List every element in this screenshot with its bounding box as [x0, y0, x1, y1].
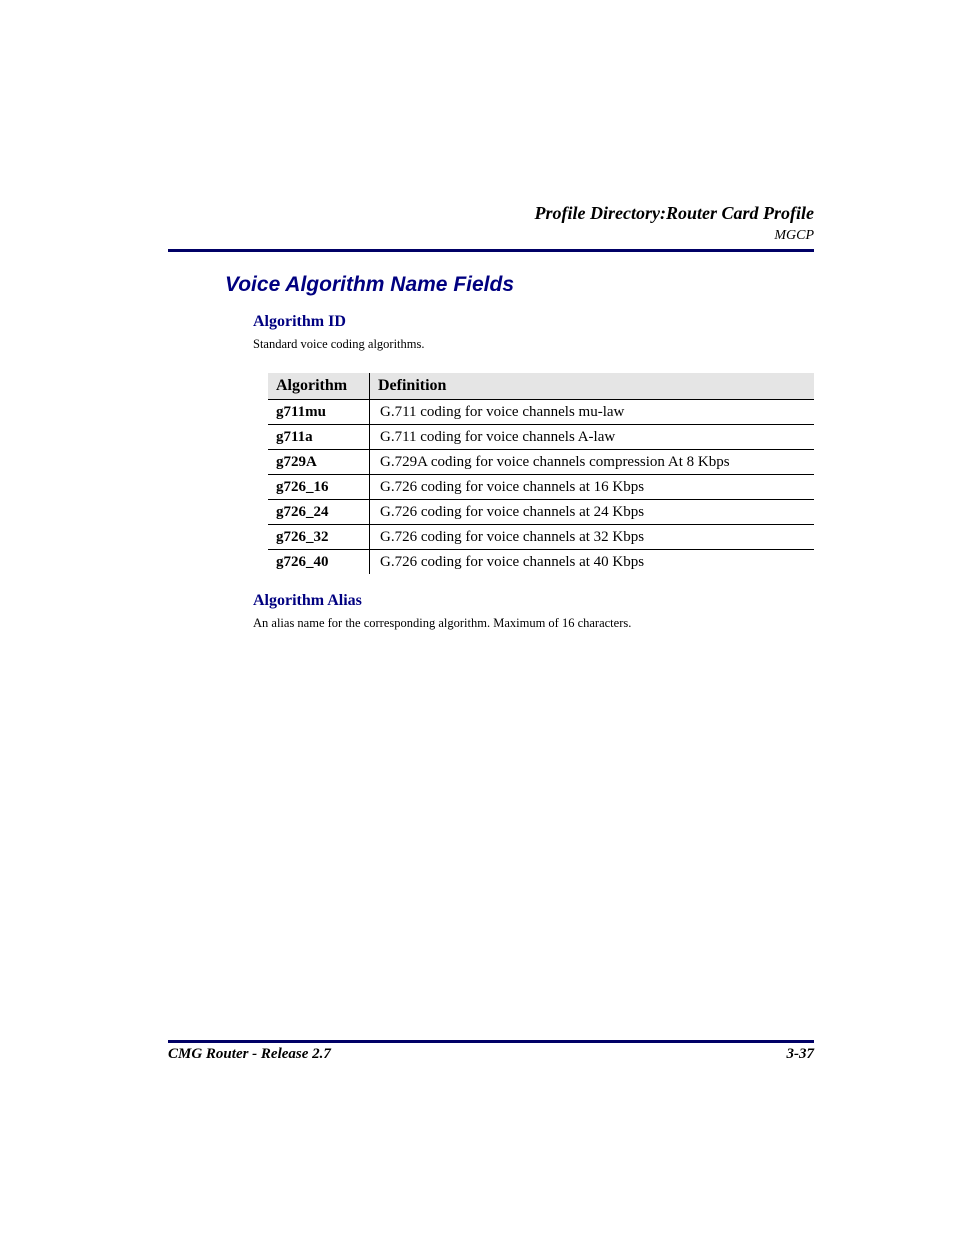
table-row [268, 400, 814, 425]
footer-divider [168, 1040, 814, 1043]
table-row [268, 475, 814, 500]
column-header-algorithm: Algorithm [268, 373, 370, 400]
algorithm-cell: g711a [268, 425, 370, 450]
algorithm-cell: g726_40 [268, 550, 370, 575]
definition-cell: G.711 coding for voice channels mu-law [370, 400, 815, 425]
algorithm-cell: g729A [268, 450, 370, 475]
table-row [268, 500, 814, 525]
algorithm-id-description: Standard voice coding algorithms. [253, 337, 425, 351]
footer-product: CMG Router - Release 2.7 [168, 1046, 331, 1062]
running-header-subtitle: MGCP [774, 228, 814, 243]
definition-cell: G.726 coding for voice channels at 24 Kbps [370, 500, 815, 525]
definition-cell: G.726 coding for voice channels at 40 Kbps [370, 550, 815, 575]
definition-cell: G.729A coding for voice channels compression At 8 Kbps [370, 450, 815, 475]
table-header-row [268, 373, 814, 400]
algorithm-cell: g711mu [268, 400, 370, 425]
algorithm-cell: g726_24 [268, 500, 370, 525]
table-row [268, 550, 814, 575]
page-number: 3-37 [786, 1046, 814, 1062]
algorithm-id-heading: Algorithm ID [253, 313, 346, 330]
definition-cell: G.726 coding for voice channels at 16 Kbps [370, 475, 815, 500]
algorithm-cell: g726_32 [268, 525, 370, 550]
algorithm-alias-description: An alias name for the corresponding algorithm. Maximum of 16 characters. [253, 616, 632, 630]
algorithm-cell: g726_16 [268, 475, 370, 500]
algorithm-alias-heading: Algorithm Alias [253, 592, 362, 609]
definition-cell: G.711 coding for voice channels A-law [370, 425, 815, 450]
column-header-definition: Definition [370, 373, 815, 400]
header-divider [168, 249, 814, 252]
definition-cell: G.726 coding for voice channels at 32 Kbps [370, 525, 815, 550]
algorithm-table [268, 373, 814, 574]
table-row [268, 525, 814, 550]
table-row [268, 425, 814, 450]
table-row [268, 450, 814, 475]
section-title: Voice Algorithm Name Fields [225, 273, 515, 296]
running-header-title: Profile Directory:Router Card Profile [534, 203, 814, 223]
